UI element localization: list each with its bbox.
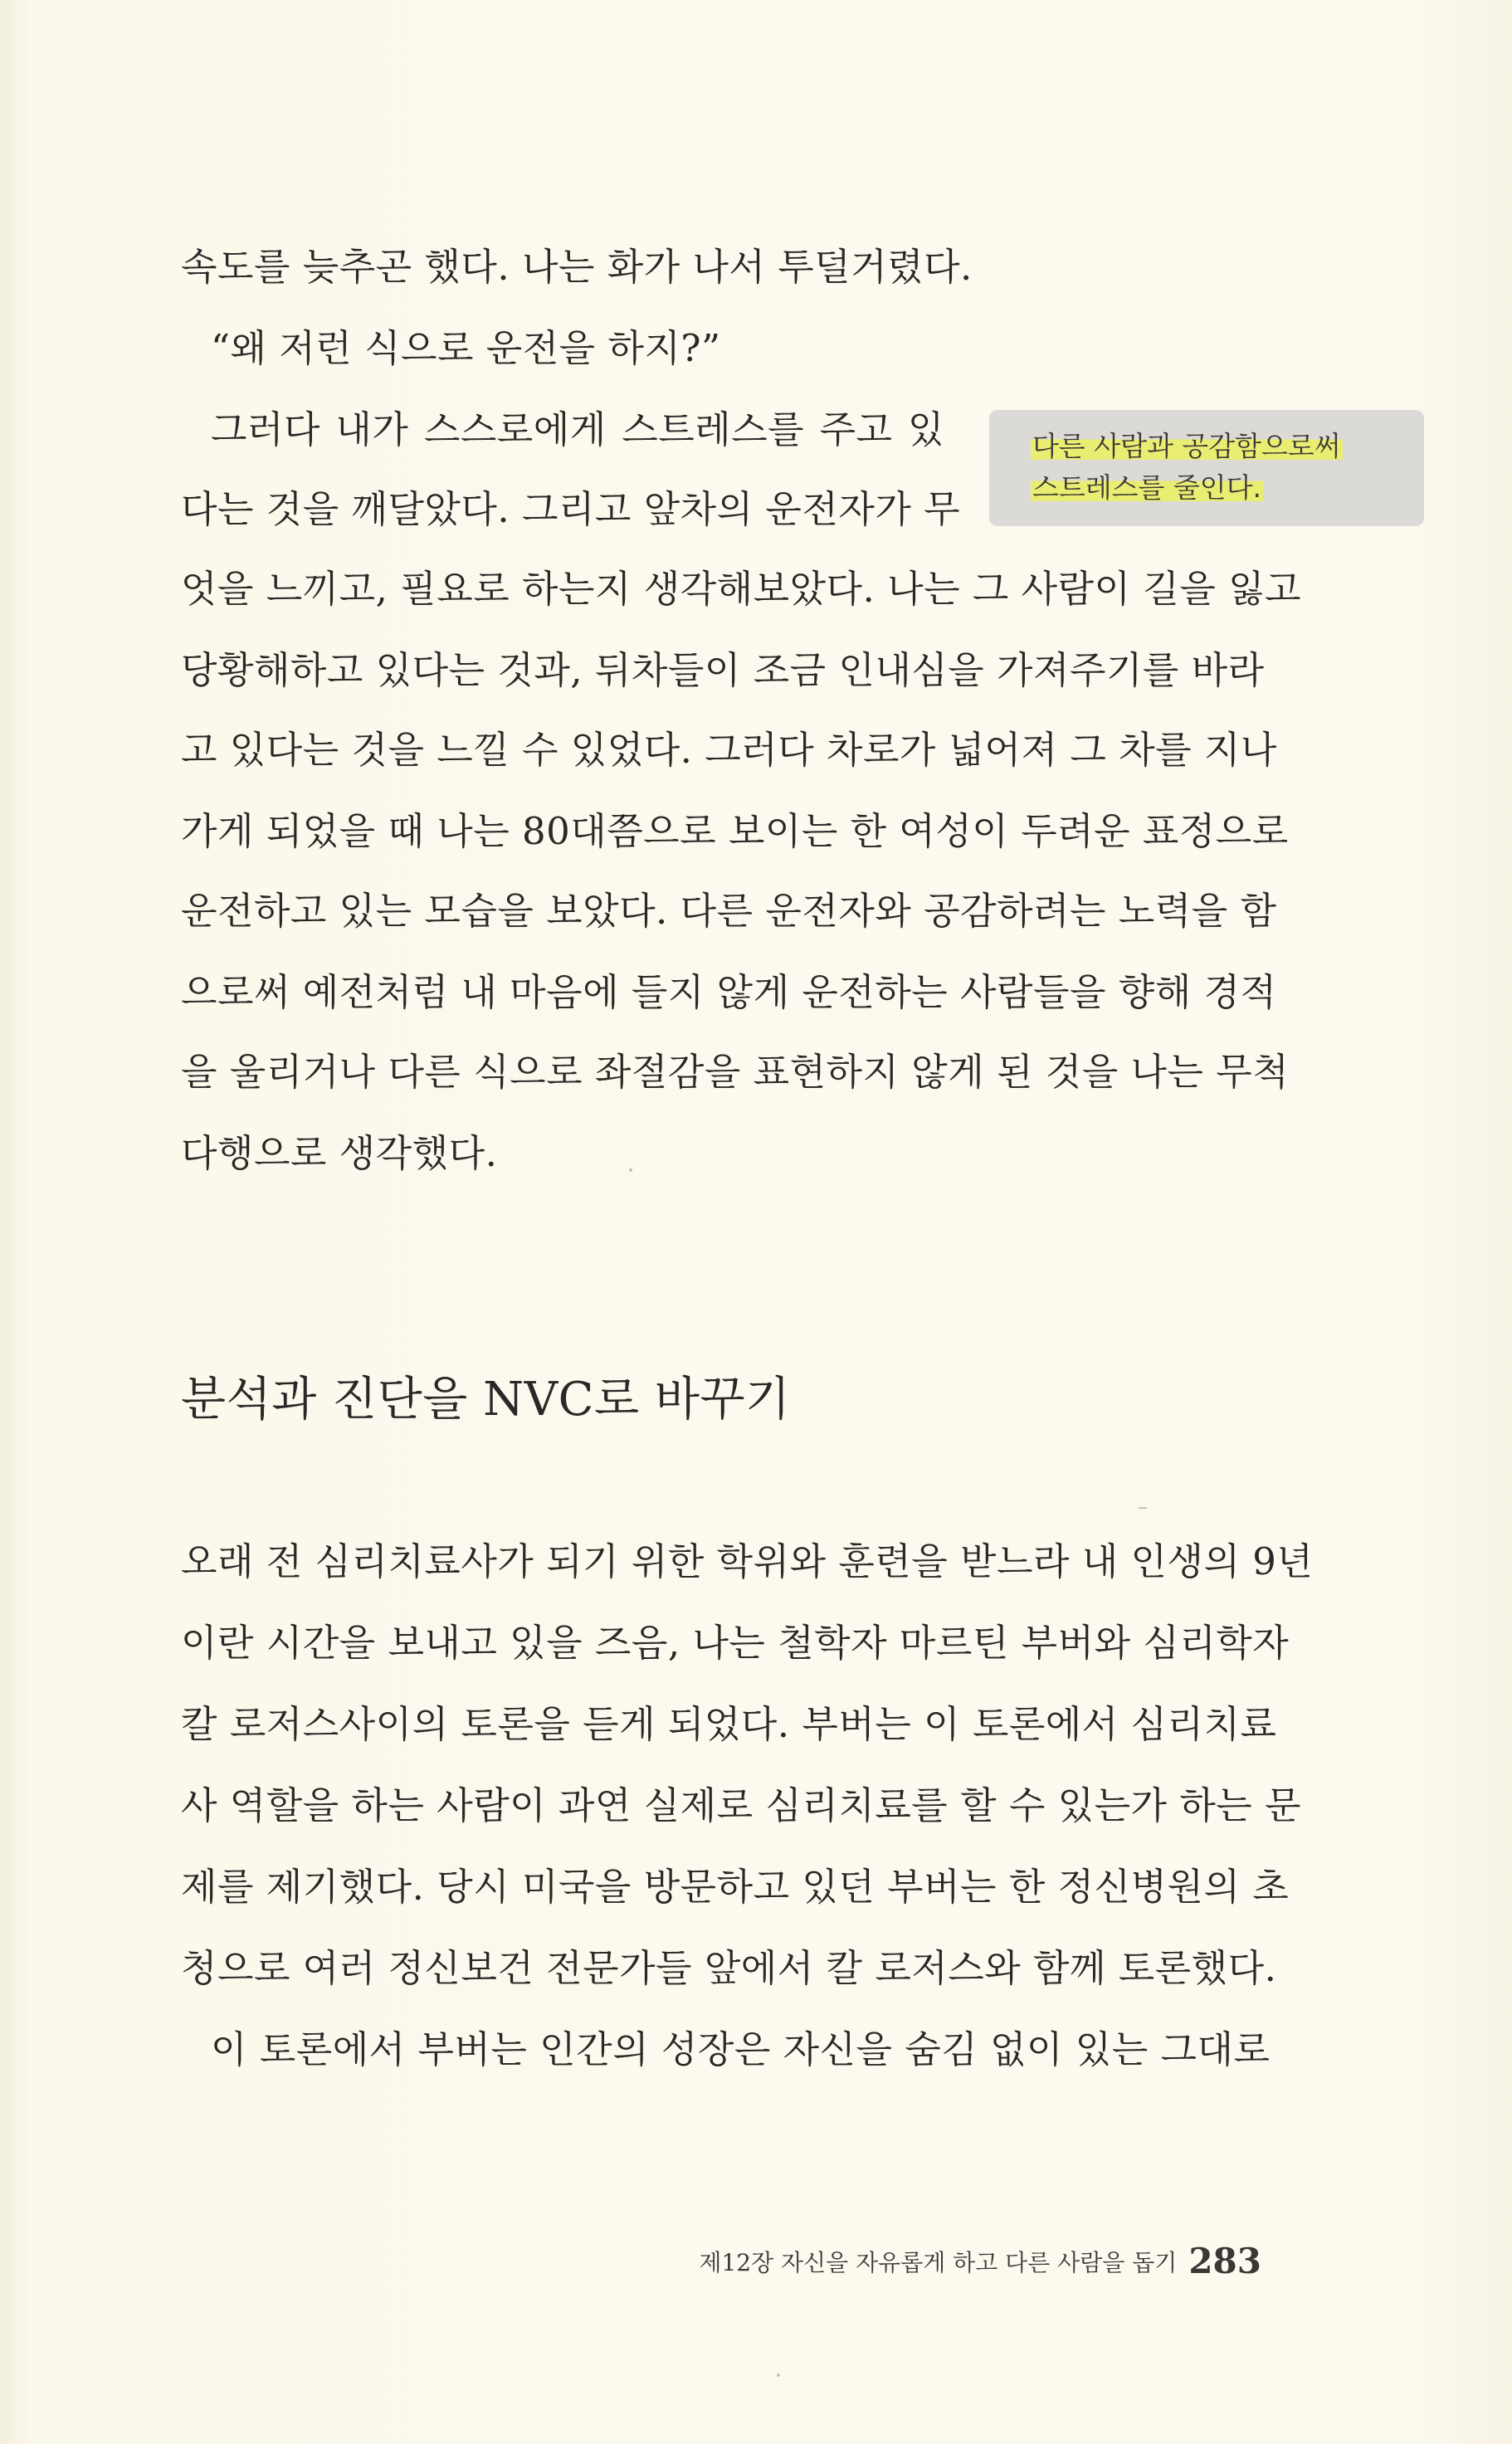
body-line: 가게 되었을 때 나는 80대쯤으로 보이는 한 여성이 두려운 표정으로 [181,809,1289,853]
scan-speck [1139,1507,1147,1509]
body-line: “왜 저런 식으로 운전을 하지?” [211,326,721,370]
page-footer [680,2241,1261,2284]
body-line: 청으로 여러 정신보건 전문가들 앞에서 칼 로저스와 함께 토론했다. [181,1946,1277,1990]
scan-speck [629,1168,632,1172]
body-line: 사 역할을 하는 사람이 과연 실제로 심리치료를 할 수 있는가 하는 문 [181,1783,1302,1827]
body-line: 다행으로 생각했다. [181,1131,498,1175]
page-number: 283 [1188,2241,1261,2281]
body-line: 고 있다는 것을 느낄 수 있었다. 그러다 차로가 넓어져 그 차를 지나 [181,728,1277,772]
margin-note [989,410,1424,526]
chapter-title: 제12장 자신을 자유롭게 하고 다른 사람을 돕기 [699,2249,1178,2276]
body-line: 칼 로저스사이의 토론을 듣게 되었다. 부버는 이 토론에서 심리치료 [181,1702,1277,1746]
body-line: 이 토론에서 부버는 인간의 성장은 자신을 숨김 없이 있는 그대로 [211,2027,1271,2071]
body-line: 이란 시간을 보내고 있을 즈음, 나는 철학자 마르틴 부버와 심리학자 [181,1621,1290,1665]
margin-note-line: 스트레스를 줄인다. [1032,471,1262,504]
margin-note-line: 다른 사람과 공감함으로써 [1032,430,1341,462]
body-line: 오래 전 심리치료사가 되기 위한 학위와 훈련을 받느라 내 인생의 9년 [181,1539,1314,1583]
scan-speck [777,2373,780,2377]
body-line: 을 울리거나 다른 식으로 좌절감을 표현하지 않게 된 것을 나는 무척 [181,1050,1290,1094]
section-heading: 분석과 진단을 NVC로 바꾸기 [181,1373,791,1427]
body-line: 그러다 내가 스스로에게 스트레스를 주고 있 [211,407,944,451]
body-line: 운전하고 있는 모습을 보았다. 다른 운전자와 공감하려는 노력을 함 [181,889,1277,933]
body-line: 제를 제기했다. 당시 미국을 방문하고 있던 부버는 한 정신병원의 초 [181,1865,1290,1909]
body-line: 당황해하고 있다는 것과, 뒤차들이 조금 인내심을 가져주기를 바라 [181,648,1265,692]
body-line: 으로써 예전처럼 내 마음에 들지 않게 운전하는 사람들을 향해 경적 [181,970,1277,1014]
body-line: 엇을 느끼고, 필요로 하는지 생각해보았다. 나는 그 사람이 길을 잃고 [181,567,1302,611]
body-line: 다는 것을 깨달았다. 그리고 앞차의 운전자가 무 [181,487,961,531]
body-line: 속도를 늦추곤 했다. 나는 화가 나서 투덜거렸다. [181,245,973,289]
